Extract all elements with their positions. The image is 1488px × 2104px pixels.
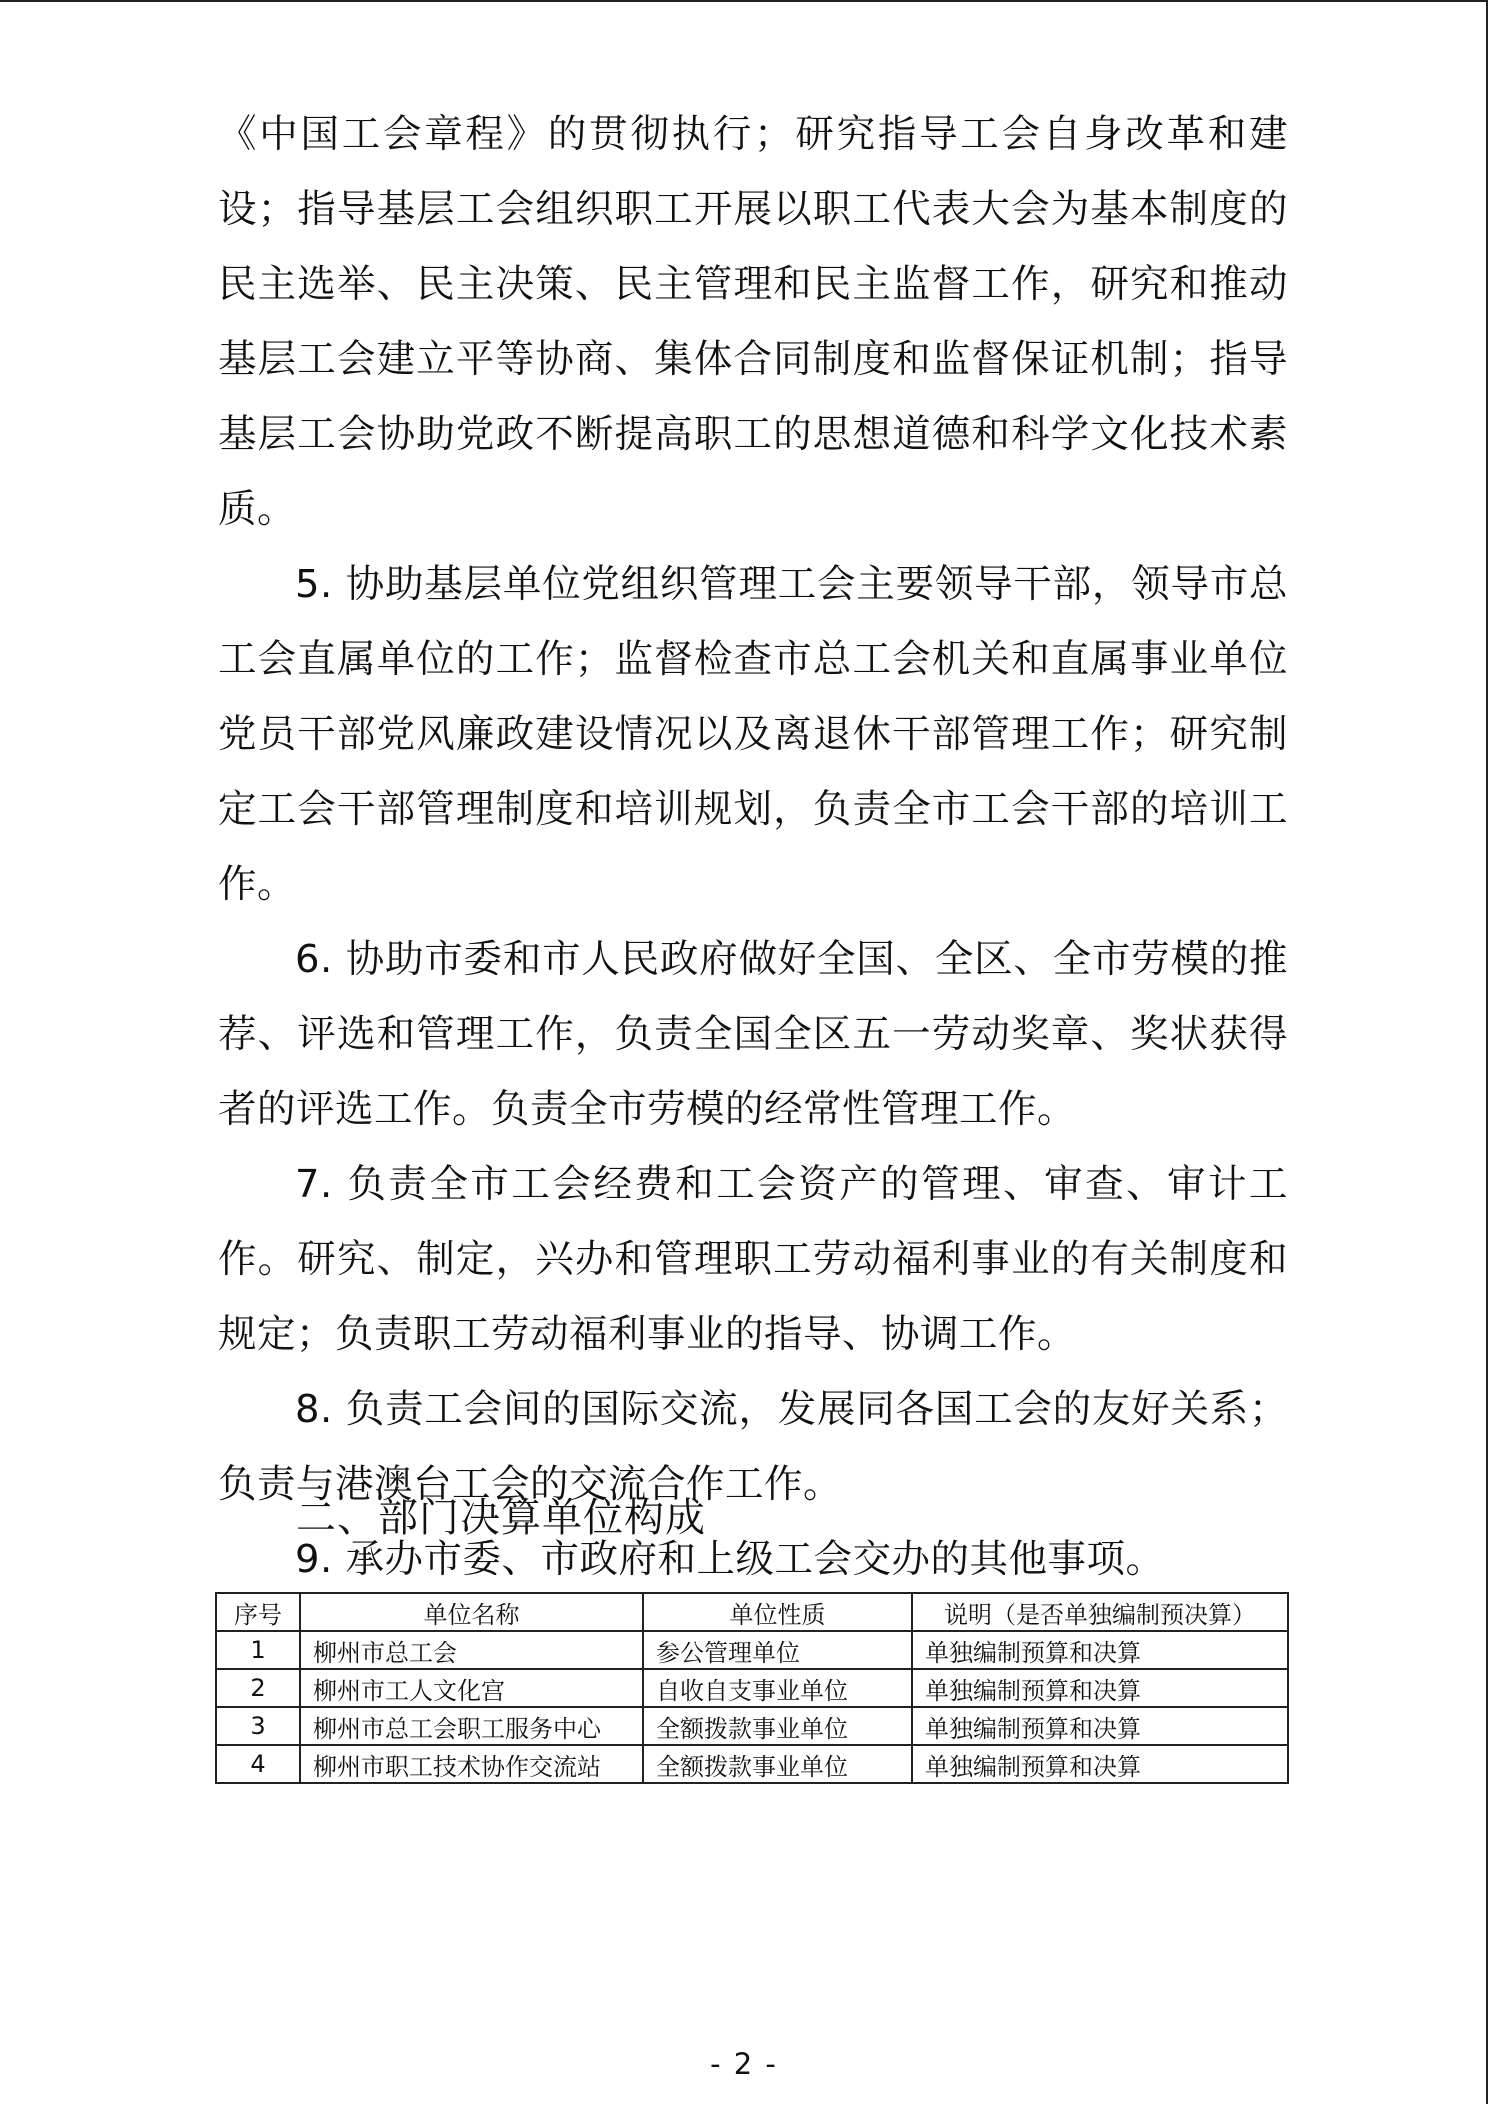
- cell-unit-name: 柳州市工人文化宫: [300, 1669, 643, 1707]
- header-no: 序号: [216, 1593, 300, 1631]
- cell-no: 3: [216, 1707, 300, 1745]
- paragraph-item-6: 6. 协助市委和市人民政府做好全国、全区、全市劳模的推荐、评选和管理工作，负责全国全区五一劳动奖章、奖状获得者的评选工作。负责全市劳模的经常性管理工作。: [218, 937, 1288, 1132]
- page-number: - 2 -: [710, 2047, 778, 2081]
- paragraph-item-5: 5. 协助基层单位党组织管理工会主要领导干部，领导市总工会直属单位的工作；监督检查市总工会机关和直属事业单位党员干部党风廉政建设情况以及离退休干部管理工作；研究制定工会干部管理制度和培训规划，负责全市工会干部的培训工作。: [218, 562, 1288, 907]
- cell-note: 单独编制预算和决算: [912, 1707, 1288, 1745]
- cell-unit-nature: 自收自支事业单位: [643, 1669, 912, 1707]
- cell-note: 单独编制预算和决算: [912, 1631, 1288, 1669]
- table-row: [216, 1669, 1288, 1707]
- cell-note: 单独编制预算和决算: [912, 1669, 1288, 1707]
- paragraph-item-7: 7. 负责全市工会经费和工会资产的管理、审查、审计工作。研究、制定，兴办和管理职工劳动福利事业的有关制度和规定；负责职工劳动福利事业的指导、协调工作。: [218, 1162, 1288, 1357]
- paragraph-item-9: 9. 承办市委、市政府和上级工会交办的其他事项。: [295, 1537, 1165, 1582]
- cell-unit-nature: 全额拨款事业单位: [643, 1745, 912, 1783]
- table-row: [216, 1707, 1288, 1745]
- table-header-row: [216, 1593, 1288, 1631]
- table-row: [216, 1745, 1288, 1783]
- cell-no: 4: [216, 1745, 300, 1783]
- paragraph-continued: 《中国工会章程》的贯彻执行；研究指导工会自身改革和建设；指导基层工会组织职工开展以职工代表大会为基本制度的民主选举、民主决策、民主管理和民主监督工作，研究和推动基层工会建立平等协商、集体合同制度和监督保证机制；指导基层工会协助党政不断提高职工的思想道德和科学文化技术素质。: [218, 112, 1288, 532]
- cell-no: 2: [216, 1669, 300, 1707]
- cell-unit-name: 柳州市总工会职工服务中心: [300, 1707, 643, 1745]
- paragraph-item-8: 8. 负责工会间的国际交流，发展同各国工会的友好关系；负责与港澳台工会的交流合作工作。: [218, 1387, 1288, 1507]
- cell-no: 1: [216, 1631, 300, 1669]
- header-unit-name: 单位名称: [300, 1593, 643, 1631]
- cell-unit-nature: 全额拨款事业单位: [643, 1707, 912, 1745]
- cell-unit-name: 柳州市职工技术协作交流站: [300, 1745, 643, 1783]
- unit-composition-table: [215, 1592, 1289, 1784]
- header-unit-nature: 单位性质: [643, 1593, 912, 1631]
- cell-note: 单独编制预算和决算: [912, 1745, 1288, 1783]
- header-note: 说明（是否单独编制预决算）: [912, 1593, 1288, 1631]
- cell-unit-name: 柳州市总工会: [300, 1631, 643, 1669]
- body-text: [218, 97, 1288, 1597]
- section-heading: 二、部门决算单位构成: [296, 1495, 706, 1541]
- cell-unit-nature: 参公管理单位: [643, 1631, 912, 1669]
- table-row: [216, 1631, 1288, 1669]
